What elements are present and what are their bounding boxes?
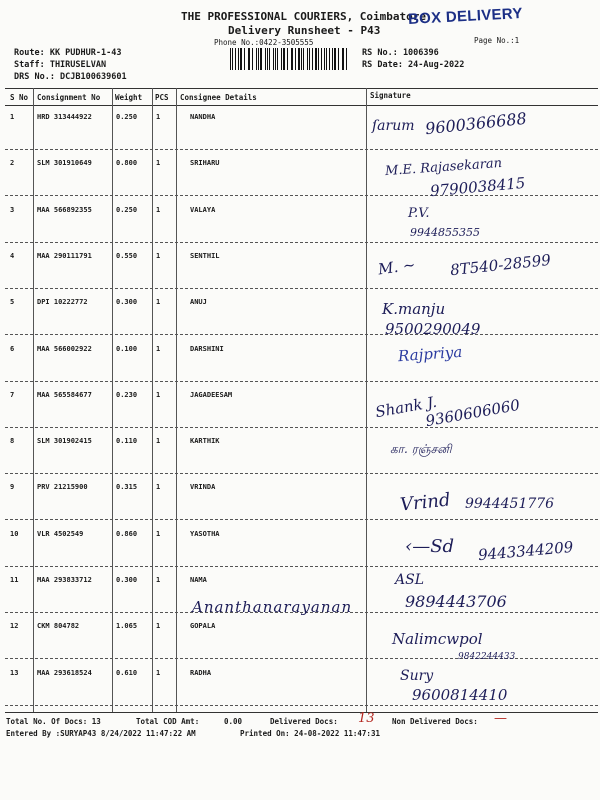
row-consignee: KARTHIK <box>190 437 220 445</box>
barcode-bar <box>324 48 325 70</box>
row-sno: 4 <box>10 252 15 260</box>
row-pcs: 1 <box>156 622 161 630</box>
row-consignee: NANDHA <box>190 113 216 121</box>
col-sno: S No <box>10 93 29 102</box>
row-separator <box>5 705 598 706</box>
row-consignment-no: SLM 301910649 <box>37 159 92 167</box>
table-row <box>0 342 600 366</box>
barcode-bar <box>303 48 304 70</box>
row-pcs: 1 <box>156 206 161 214</box>
barcode-bar <box>252 48 253 70</box>
barcode-bar <box>260 48 262 70</box>
barcode-bar <box>326 48 327 70</box>
handwritten-phone: 9600366688 <box>424 108 528 139</box>
row-consignee: JAGADEESAM <box>190 391 233 399</box>
row-weight: 0.100 <box>116 345 138 353</box>
row-consignment-no: HRD 313444922 <box>37 113 92 121</box>
barcode-bar <box>301 48 302 70</box>
barcode-bar <box>342 48 343 70</box>
drs-number: DRS No.: DCJB100639601 <box>14 72 127 82</box>
barcode-bar <box>292 48 293 70</box>
signature-scribble: Sury <box>400 668 434 684</box>
row-sno: 11 <box>10 576 19 584</box>
page-number: Page No.:1 <box>474 36 520 45</box>
barcode-bar <box>273 48 274 70</box>
row-sno: 9 <box>10 483 15 491</box>
table-row <box>0 669 600 689</box>
runsheet-title: Delivery Runsheet - P43 <box>228 24 381 37</box>
handwritten-name: M.E. Rajasekaran <box>384 155 503 180</box>
table-row <box>0 622 600 642</box>
row-consignment-no: MAA 290111791 <box>37 252 92 260</box>
signature-scribble: ſarum <box>372 118 415 134</box>
col-consignment: Consignment No <box>37 93 101 102</box>
barcode-bar <box>235 48 236 70</box>
route-label: Route: KK PUDHUR-1-43 <box>14 48 122 58</box>
company-title: THE PROFESSIONAL COURIERS, Coimbatore <box>181 10 427 23</box>
row-separator <box>5 149 598 150</box>
col-pcs: PCS <box>155 93 169 102</box>
handwritten-name: Nalimcwpol <box>392 630 483 648</box>
row-pcs: 1 <box>156 345 161 353</box>
col-weight: Weight <box>115 93 143 102</box>
row-consignment-no: MAA 293833712 <box>37 576 92 584</box>
box-delivery-stamp: BOX DELIVERY <box>407 5 524 28</box>
row-sno: 12 <box>10 622 19 630</box>
row-consignee: VRINDA <box>190 483 216 491</box>
row-sno: 6 <box>10 345 15 353</box>
total-cod-label: Total COD Amt: <box>136 717 200 726</box>
delivered-docs-label: Delivered Docs: <box>270 717 338 726</box>
table-row <box>0 576 600 596</box>
row-sno: 3 <box>10 206 15 214</box>
header-rule-bottom <box>5 105 598 106</box>
row-separator <box>5 242 598 243</box>
table-row <box>0 437 600 457</box>
table-row <box>0 206 600 226</box>
handwritten-name: Shank J. <box>373 392 439 422</box>
barcode-bar <box>244 48 245 70</box>
handwritten-name: Rajpriya <box>397 342 463 366</box>
row-separator <box>5 334 598 335</box>
handwritten-phone: 9500290049 <box>385 320 481 338</box>
row-weight: 0.550 <box>116 252 138 260</box>
col-consignee: Consignee Details <box>180 93 257 102</box>
barcode-bar <box>309 48 310 70</box>
col-signature: Signature <box>370 91 411 100</box>
row-sno: 5 <box>10 298 15 306</box>
row-weight: 1.065 <box>116 622 138 630</box>
total-cod-value: 0.00 <box>224 717 243 726</box>
row-pcs: 1 <box>156 252 161 260</box>
row-pcs: 1 <box>156 576 161 584</box>
non-delivered-docs-label: Non Delivered Docs: <box>392 717 478 726</box>
barcode-bar <box>338 48 339 70</box>
table-row <box>0 298 600 318</box>
staff-label: Staff: THIRUSELVAN <box>14 60 107 70</box>
total-docs: Total No. Of Docs: 13 <box>6 717 101 726</box>
row-consignment-no: MAA 293618524 <box>37 669 92 677</box>
signature-scribble: M. ~ <box>376 255 417 279</box>
row-separator <box>5 381 598 382</box>
row-weight: 0.610 <box>116 669 138 677</box>
barcode-bar <box>269 48 270 70</box>
barcode-bar <box>230 48 231 70</box>
row-pcs: 1 <box>156 669 161 677</box>
row-pcs: 1 <box>156 159 161 167</box>
barcode-bar <box>240 48 242 70</box>
barcode-bar <box>265 48 266 70</box>
barcode-bar <box>287 48 288 70</box>
row-pcs: 1 <box>156 530 161 538</box>
row-weight: 0.860 <box>116 530 138 538</box>
barcode-bar <box>346 48 347 70</box>
entered-by: Entered By :SURYAP43 8/24/2022 11:47:22 AM <box>6 729 196 738</box>
signature-scribble: ASL <box>395 572 424 588</box>
row-pcs: 1 <box>156 298 161 306</box>
row-separator <box>5 473 598 474</box>
row-consignee: RADHA <box>190 669 212 677</box>
row-weight: 0.250 <box>116 206 138 214</box>
rs-number: RS No.: 1006396 <box>362 48 439 58</box>
row-consignment-no: MAA 566892355 <box>37 206 92 214</box>
barcode-bar <box>238 48 239 70</box>
handwritten-phone: 9944855355 <box>410 226 480 239</box>
handwritten-name: Ananthanarayanan <box>192 598 353 616</box>
footer-rule <box>5 712 598 713</box>
barcode <box>230 48 350 70</box>
signature-scribble: ‹—Sd <box>405 536 455 557</box>
barcode-bar <box>321 48 322 70</box>
row-separator <box>5 427 598 428</box>
handwritten-phone: 9443344209 <box>477 537 575 565</box>
barcode-bar <box>256 48 257 70</box>
handwritten-phone: 9894443706 <box>405 592 507 611</box>
row-pcs: 1 <box>156 483 161 491</box>
row-sno: 13 <box>10 669 19 677</box>
row-consignment-no: MAA 565584677 <box>37 391 92 399</box>
row-weight: 0.230 <box>116 391 138 399</box>
row-consignment-no: PRV 21215900 <box>37 483 88 491</box>
barcode-bar <box>249 48 250 70</box>
row-consignee: DARSHINI <box>190 345 224 353</box>
row-sno: 8 <box>10 437 15 445</box>
handwritten-phone: 9944451776 <box>465 496 555 512</box>
barcode-bar <box>329 48 330 70</box>
row-weight: 0.300 <box>116 576 138 584</box>
barcode-bar <box>298 48 299 70</box>
row-weight: 0.315 <box>116 483 138 491</box>
row-weight: 0.250 <box>116 113 138 121</box>
barcode-bar <box>291 48 292 70</box>
row-consignment-no: VLR 4502549 <box>37 530 84 538</box>
row-weight: 0.800 <box>116 159 138 167</box>
handwritten-phone: 8T540-28599 <box>449 250 552 280</box>
printed-on: Printed On: 24-08-2022 11:47:31 <box>240 729 380 738</box>
handwritten-phone: 9360606060 <box>424 395 522 431</box>
signature-scribble: Vrind <box>399 489 452 516</box>
handwritten-phone: 9600814410 <box>412 686 508 704</box>
row-consignee: GOPALA <box>190 622 216 630</box>
row-pcs: 1 <box>156 437 161 445</box>
row-weight: 0.300 <box>116 298 138 306</box>
row-pcs: 1 <box>156 113 161 121</box>
barcode-bar <box>312 48 313 70</box>
delivered-count: 13 <box>358 711 375 726</box>
non-delivered-mark: — <box>494 711 507 726</box>
row-consignee: ANUJ <box>190 298 207 306</box>
header-rule-top <box>5 88 598 89</box>
barcode-bar <box>267 48 268 70</box>
barcode-bar <box>277 48 278 70</box>
row-sno: 1 <box>10 113 15 121</box>
barcode-bar <box>248 48 249 70</box>
row-sno: 7 <box>10 391 15 399</box>
row-consignee: SRIHARU <box>190 159 220 167</box>
row-consignee: SENTHIL <box>190 252 220 260</box>
row-separator <box>5 195 598 196</box>
barcode-bar <box>334 48 336 70</box>
handwritten-name: P.V. <box>408 206 430 221</box>
row-separator <box>5 519 598 520</box>
row-pcs: 1 <box>156 391 161 399</box>
barcode-bar <box>295 48 296 70</box>
handwritten-phone: 9790038415 <box>429 173 527 201</box>
row-consignee: YASOTHA <box>190 530 220 538</box>
row-consignee: VALAYA <box>190 206 216 214</box>
barcode-bar <box>283 48 285 70</box>
row-consignment-no: DPI 10222772 <box>37 298 88 306</box>
barcode-bar <box>258 48 259 70</box>
row-weight: 0.110 <box>116 437 138 445</box>
barcode-bar <box>232 48 233 70</box>
rs-date: RS Date: 24-Aug-2022 <box>362 60 465 70</box>
row-separator <box>5 566 598 567</box>
row-consignment-no: SLM 301902415 <box>37 437 92 445</box>
row-consignment-no: CKM 804782 <box>37 622 80 630</box>
row-sno: 2 <box>10 159 15 167</box>
barcode-bar <box>275 48 276 70</box>
row-sno: 10 <box>10 530 19 538</box>
barcode-bar <box>332 48 333 70</box>
row-separator <box>5 288 598 289</box>
handwritten-name: கா. ரஞ்சனி <box>390 442 452 456</box>
barcode-bar <box>318 48 319 70</box>
row-consignment-no: MAA 566002922 <box>37 345 92 353</box>
phone-number: Phone No.:0422-3505555 <box>214 38 314 47</box>
barcode-bar <box>343 48 344 70</box>
barcode-bar <box>307 48 308 70</box>
handwritten-name: K.manju <box>382 300 446 318</box>
handwritten-phone: 9842244433 <box>458 652 516 662</box>
barcode-bar <box>281 48 282 70</box>
barcode-bar <box>315 48 317 70</box>
row-consignee: NAMA <box>190 576 207 584</box>
